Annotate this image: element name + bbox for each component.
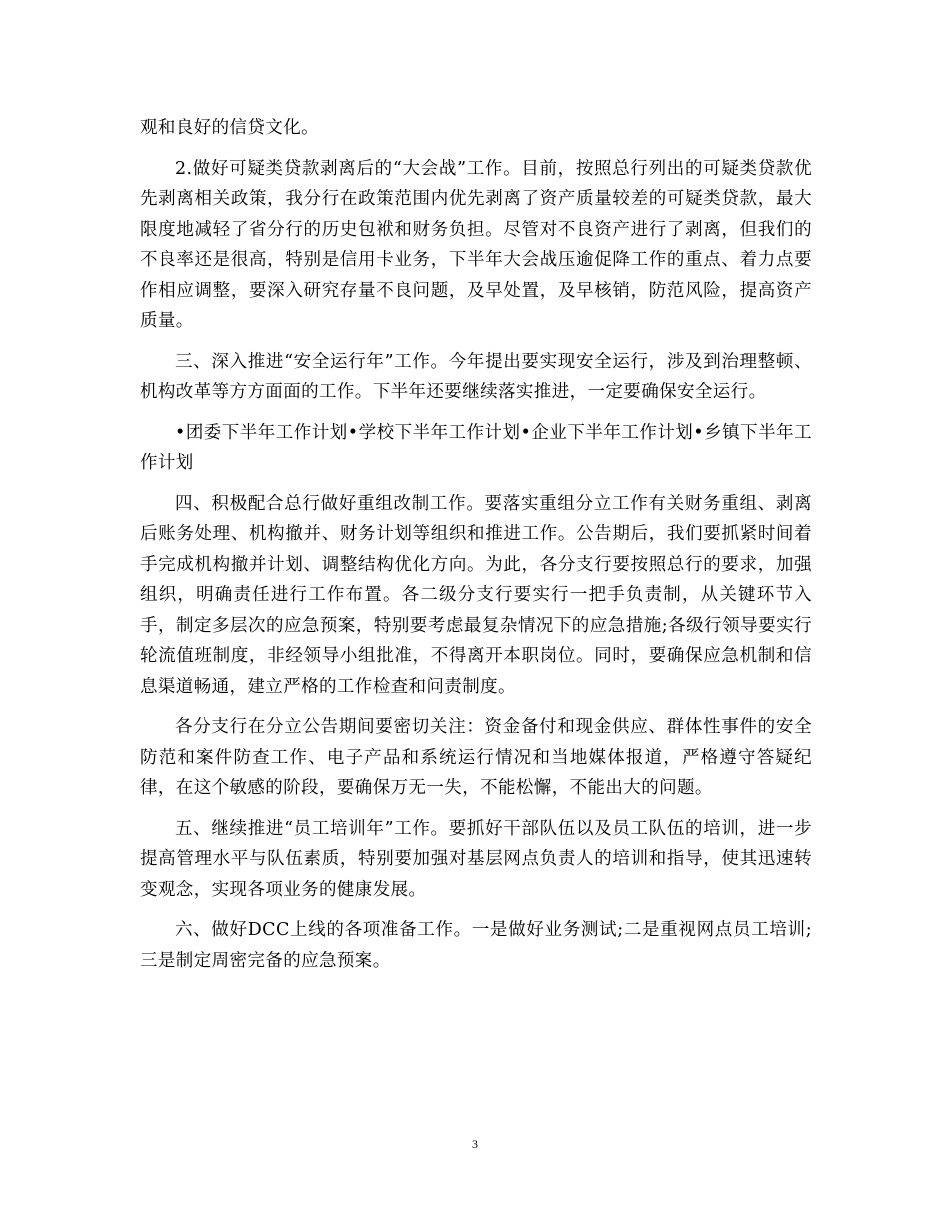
paragraph-7: 五、继续推进“员工培训年”工作。要抓好干部队伍以及员工队伍的培训，进一步提高管理水平与队伍素质，特别要加强对基层网点负责人的培训和指导，使其迅速转变观念，实现各项业务的健康发展。 [140, 818, 812, 900]
paragraph-6: 各分支行在分立公告期间要密切关注：资金备付和现金供应、群体性事件的安全防范和案件防查工作、电子产品和系统运行情况和当地媒体报道，严格遵守答疑纪律，在这个敏感的阶段，要确保万无一失，不能松懈，不能出大的问题。 [140, 717, 812, 798]
paragraph-5: 四、积极配合总行做好重组改制工作。要落实重组分立工作有关财务重组、剥离后账务处理、机构撤并、财务计划等组织和推进工作。公告期后，我们要抓紧时间着手完成机构撤并计划、调整结构优化方向。为此，各分支行要按照总行的要求，加强组织，明确责任进行工作布置。各二级分支行要实行一把手负责制，从关键环节入手，制定多层次的应急预案，特别要考虑最复杂情况下的应急措施;各级行领导要实行轮流值班制度，非经领导小组批准，不得离开本职岗位。同时，要确保应急机制和信息渠道畅通，建立严格的工作检查和问责制度。 [140, 493, 812, 697]
document-body [140, 113, 812, 986]
paragraph-2: 2.做好可疑类贷款剥离后的“大会战”工作。目前，按照总行列出的可疑类贷款优先剥离相关政策，我分行在政策范围内优先剥离了资产质量较差的可疑类贷款，最大限度地减轻了省分行的历史包袱和财务负担。尽管对不良资产进行了剥离，但我们的不良率还是很高，特别是信用卡业务，下半年大会战压逾促降工作的重点、着力点要作相应调整，要深入研究存量不良问题，及早处置，及早核销，防范风险，提高资产质量。 [140, 158, 812, 331]
paragraph-1: 观和良好的信贷文化。 [140, 118, 319, 138]
paragraph-8: 六、做好DCC上线的各项准备工作。一是做好业务测试;二是重视网点员工培训;三是制定周密完备的应急预案。 [140, 920, 812, 971]
paragraph-3: 三、深入推进“安全运行年”工作。今年提出要实现安全运行，涉及到治理整顿、机构改革等方方面面的工作。下半年还要继续落实推进，一定要确保安全运行。 [140, 351, 812, 402]
paragraph-4-related-links: •团委下半年工作计划•学校下半年工作计划•企业下半年工作计划•乡镇下半年工作计划 [140, 422, 812, 473]
page-number: 3 [472, 1137, 478, 1151]
